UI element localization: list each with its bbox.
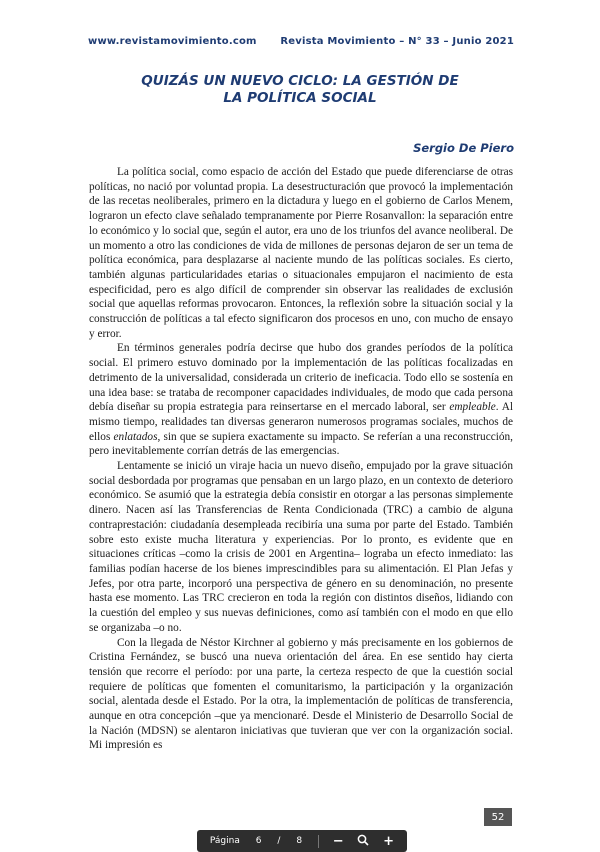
page-label: Página bbox=[209, 836, 240, 846]
pdf-toolbar bbox=[197, 830, 407, 852]
current-page-input[interactable]: 6 bbox=[255, 836, 262, 846]
article-author: Sergio De Piero bbox=[413, 141, 514, 155]
paragraph-1: La política social, como espacio de acción del Estado que puede diferenciarse de otras políticas, no nació por voluntad propia. La desestructuración que provocó la implementación de las recetas neoliberales, primero en la dictadura y luego en el gobierno de Carlos Menem, lograron un efecto clave señalado tempranamente por Pierre Rosanvallon: la separación entre lo económico y lo social que, según el autor, era uno de los triunfos del avance neoliberal. De un momento a otro las condiciones de vida de millones de personas dejaron de ser un tema de política económica, para desplazarse al naciente mundo de las políticas sociales. Es cierto, también algunas particularidades etarias o situacionales empujaron el nacimiento de esta especificidad, pero es algo difícil de comprender sin observar las realidades de exclusión social que aquellas reformas provocaron. Entonces, la reflexión sobre la situación social y la construcción de políticas a tal efecto significaron dos procesos en uno, con mucho de ensayo y error. bbox=[89, 166, 513, 340]
total-pages: 8 bbox=[296, 836, 303, 846]
zoom-in-button[interactable]: + bbox=[383, 833, 395, 849]
article-title bbox=[0, 73, 600, 107]
website-url: www.revistamovimiento.com bbox=[88, 36, 257, 47]
page-header bbox=[88, 36, 514, 47]
paragraph-2-text-a: En términos generales podría decirse que hubo dos grandes períodos de la política social. El primero estuvo dominado por la implementación de las políticas focalizadas en detrimento de la universalidad, considerada un criterio de ineficacia. Todo ello se sostenía en una idea base: se trataba de recomponer capacidades individuales, de modo que cada persona debía diseñar su propia estrategia para reinsertarse en el mercado laboral, ser bbox=[89, 342, 513, 414]
paragraph-2-emphasis-1: empleable bbox=[449, 401, 496, 414]
paragraph-2-emphasis-2: enlatados bbox=[113, 430, 158, 443]
paragraph-4: Con la llegada de Néstor Kirchner al gobierno y más precisamente en los gobiernos de Cristina Fernández, se buscó una nueva orientación del área. En ese sentido hay cierta tensión que recorre el período: por una parte, la certeza respecto de que la cuestión social requiere de políticas que fomenten el comunitarismo, la participación y la organización social, alentada desde el Estado. Por la otra, la implementación de políticas de transferencia, aunque en otra concepción –que ya mencionaré. Desde el Ministerio de Desarrollo Social de la Nación (MDSN) se alentaron iniciativas que tuvieran que ver con la organización social. Mi impresión es bbox=[89, 636, 513, 752]
article-body bbox=[89, 165, 513, 753]
issue-info: Revista Movimiento – N° 33 – Junio 2021 bbox=[280, 36, 514, 47]
title-line-2: LA POLÍTICA SOCIAL bbox=[223, 90, 377, 106]
toolbar-divider bbox=[318, 835, 319, 848]
magnifier-icon[interactable] bbox=[357, 834, 369, 849]
page-number-badge: 52 bbox=[484, 808, 512, 826]
paragraph-2-text-b: . Al mismo tiempo, realidades tan diversas generaron numerosos programas sociales, muchos de ellos bbox=[89, 401, 513, 443]
title-line-1: QUIZÁS UN NUEVO CICLO: LA GESTIÓN DE bbox=[141, 73, 459, 89]
paragraph-2 bbox=[89, 341, 513, 459]
page-separator: / bbox=[277, 836, 281, 846]
paragraph-2-text-c: , sin que se supiera exactamente su impacto. Se referían a una reconstrucción, pero inevitablemente corrían detrás de las emergencias. bbox=[89, 430, 513, 458]
paragraph-3: Lentamente se inició un viraje hacia un nuevo diseño, empujado por la grave situación social desbordada por programas que pensaban en un largo plazo, en un contexto de deterioro económico. Se asumió que la estrategia debía consistir en otorgar a las personas simplemente dinero. Nacen así las Transferencias de Renta Condicionada (TRC) a cambio de alguna contraprestación: ciudadanía desempleada recibiría una suma por parte del Estado. También sobre esto existe mucha literatura y experiencias. Por lo pronto, es evidente que en situaciones críticas –como la crisis de 2001 en Argentina– lograba un efecto inmediato: las familias podían hacerse de los bienes imprescindibles para su alimentación. El Plan Jefas y Jefes, por otra parte, incorporó una perspectiva de género en su denominación, no presente hasta ese momento. Las TRC crecieron en toda la región con distintos diseños, lidiando con la cuestión del empleo y sus nuevas definiciones, como así también con el modo en que ello se organizaba –o no. bbox=[89, 460, 513, 634]
zoom-out-button[interactable]: − bbox=[332, 833, 344, 849]
